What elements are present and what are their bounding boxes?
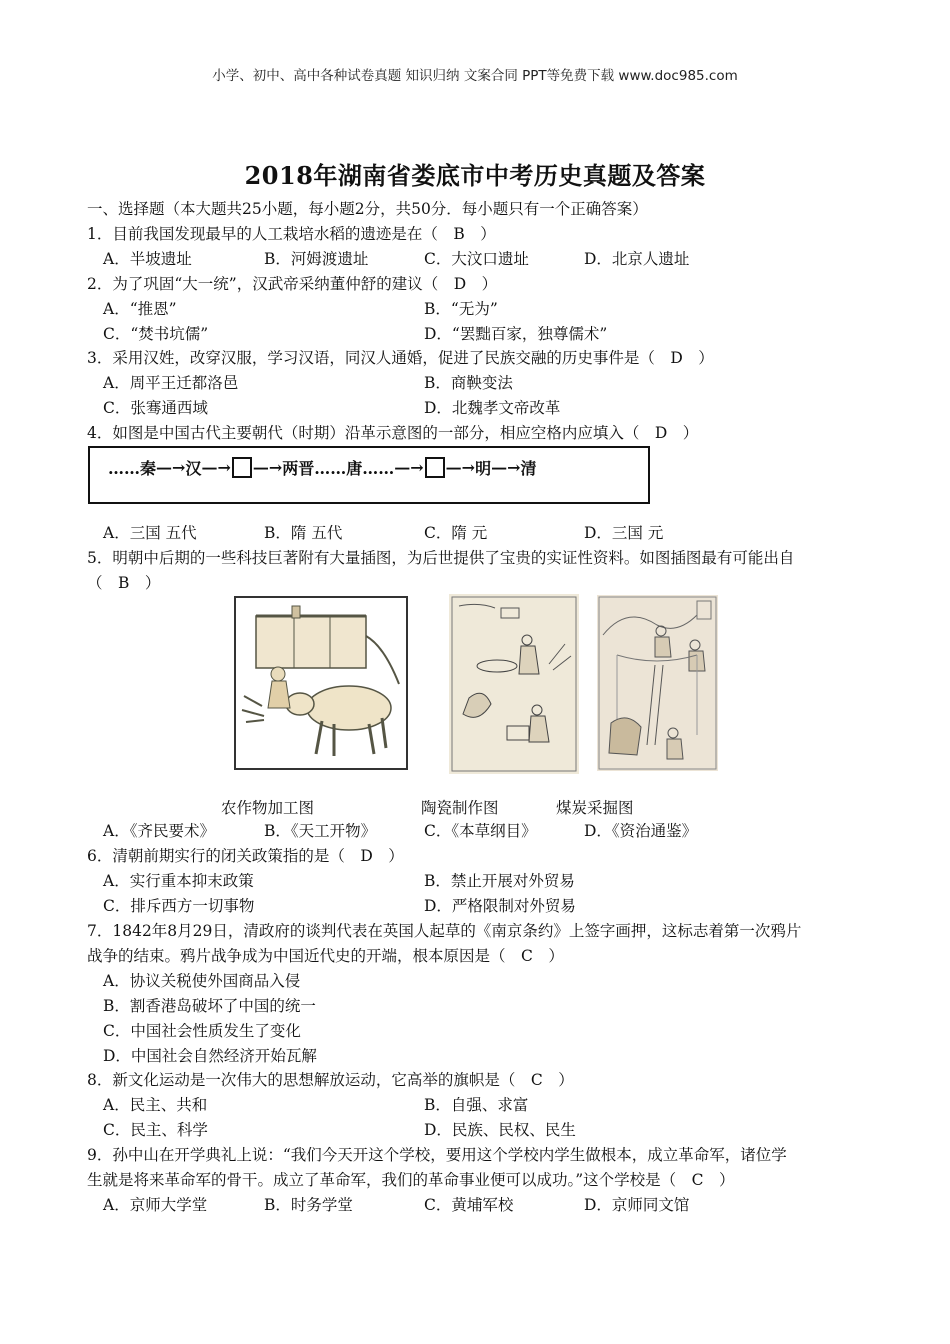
q6-option-b: B．禁止开展对外贸易: [424, 872, 575, 890]
blank-box: [425, 457, 445, 478]
page-header: 小学、初中、高中各种试卷真题 知识归纳 文案合同 PPT等免费下载 www.doc985.com: [212, 68, 738, 84]
q2-option-a: A．“推恩”: [103, 300, 177, 318]
question-5-answer: （ B ）: [87, 574, 161, 592]
q2-option-d: D．“罢黜百家，独尊儒术”: [424, 325, 608, 343]
arrow-icon: —→: [156, 458, 186, 477]
question-3-stem: 3．采用汉姓，改穿汉服，学习汉语，同汉人通婚，促进了民族交融的历史事件是（ D ）: [87, 349, 714, 367]
q4-option-a: A．三国 五代: [103, 524, 197, 542]
arrow-icon: —→: [445, 458, 476, 477]
dynasty-flow: [108, 456, 537, 479]
q3-option-a: A．周平王迁都洛邑: [103, 374, 239, 392]
arrow-icon: —→: [252, 458, 283, 477]
caption-porcelain: 陶瓷制作图: [421, 799, 499, 817]
q8-option-c: C．民主、科学: [103, 1121, 208, 1139]
q7-option-b: B．割香港岛破坏了中国的统一: [103, 997, 316, 1015]
flow-item: 清: [520, 459, 537, 478]
q9-option-b: B．时务学堂: [264, 1196, 353, 1214]
caption-coal-mining: 煤炭采掘图: [556, 799, 634, 817]
crop-processing-illustration: [234, 596, 408, 770]
question-7-stem-cont: 战争的结束。鸦片战争成为中国近代史的开端，根本原因是（ C ）: [87, 947, 564, 965]
q8-option-b: B．自强、求富: [424, 1096, 529, 1114]
question-5-stem: 5．明朝中后期的一些科技巨著附有大量插图，为后世提供了宝贵的实证性资料。如图插图最有可能出自: [87, 549, 795, 567]
section-heading: 一、选择题（本大题共25小题，每小题2分，共50分．每小题只有一个正确答案）: [87, 200, 648, 218]
q5-option-a: A．《齐民要术》: [103, 822, 215, 840]
q8-option-d: D．民族、民权、民生: [424, 1121, 576, 1139]
q2-option-c: C．“焚书坑儒”: [103, 325, 209, 343]
q1-option-b: B．河姆渡遗址: [264, 250, 369, 268]
page-title: 2018年湖南省娄底市中考历史真题及答案: [244, 161, 706, 190]
q9-option-c: C．黄埔军校: [424, 1196, 514, 1214]
coal-mining-illustration: [597, 595, 718, 771]
q2-option-b: B．“无为”: [424, 300, 498, 318]
q3-option-c: C．张骞通西域: [103, 399, 208, 417]
caption-crop-processing: 农作物加工图: [221, 799, 315, 817]
q6-option-d: D．严格限制对外贸易: [424, 897, 576, 915]
q8-option-a: A．民主、共和: [103, 1096, 208, 1114]
question-9-stem: 9．孙中山在开学典礼上说：“我们今天开这个学校，要用这个学校内学生做根本，成立革命军，诸位学: [87, 1146, 787, 1164]
question-4-stem: 4．如图是中国古代主要朝代（时期）沿革示意图的一部分，相应空格内应填入（ D ）: [87, 424, 699, 442]
q9-option-d: D．京师同文馆: [584, 1196, 690, 1214]
blank-box: [232, 457, 252, 478]
question-2-stem: 2．为了巩固“大一统”，汉武帝采纳董仲舒的建议（ D ）: [87, 275, 498, 293]
q4-option-c: C．隋 元: [424, 524, 488, 542]
flow-item: 两晋……唐……: [282, 459, 395, 478]
question-6-stem: 6．清朝前期实行的闭关政策指的是（ D ）: [87, 847, 404, 865]
q7-option-a: A．协议关税使外国商品入侵: [103, 972, 301, 990]
q7-option-d: D．中国社会自然经济开始瓦解: [103, 1047, 317, 1065]
q5-option-d: D．《资治通鉴》: [584, 822, 698, 840]
flow-item: ……秦: [108, 459, 157, 478]
arrow-icon: —→: [394, 458, 424, 477]
q4-option-d: D．三国 元: [584, 524, 664, 542]
q6-option-a: A．实行重本抑末政策: [103, 872, 254, 890]
q4-option-b: B．隋 五代: [264, 524, 343, 542]
question-1-stem: 1．目前我国发现最早的人工栽培水稻的遗迹是在（ B ）: [87, 225, 496, 243]
q6-option-c: C．排斥西方一切事物: [103, 897, 255, 915]
flow-item: 汉: [185, 459, 202, 478]
q9-option-a: A．京师大学堂: [103, 1196, 208, 1214]
arrow-icon: —→: [491, 458, 521, 477]
question-7-stem: 7．1842年8月29日，清政府的谈判代表在英国人起草的《南京条约》上签字画押，这标志着第一次鸦片: [87, 922, 802, 940]
porcelain-making-illustration: [449, 594, 579, 774]
q1-option-a: A．半坡遗址: [103, 250, 192, 268]
dynasty-flow-box: [88, 446, 650, 504]
q5-option-b: B．《天工开物》: [264, 822, 377, 840]
q3-option-b: B．商鞅变法: [424, 374, 513, 392]
q5-option-c: C．《本草纲目》: [424, 822, 537, 840]
q7-option-c: C．中国社会性质发生了变化: [103, 1022, 301, 1040]
question-8-stem: 8．新文化运动是一次伟大的思想解放运动，它高举的旗帜是（ C ）: [87, 1071, 574, 1089]
q1-option-c: C．大汶口遗址: [424, 250, 529, 268]
flow-item: 明: [475, 459, 492, 478]
q1-option-d: D．北京人遗址: [584, 250, 690, 268]
question-9-stem-cont: 生就是将来革命军的骨干。成立了革命军，我们的革命事业便可以成功。”这个学校是（ C ）: [87, 1171, 735, 1189]
arrow-icon: —→: [201, 458, 231, 477]
q3-option-d: D．北魏孝文帝改革: [424, 399, 561, 417]
